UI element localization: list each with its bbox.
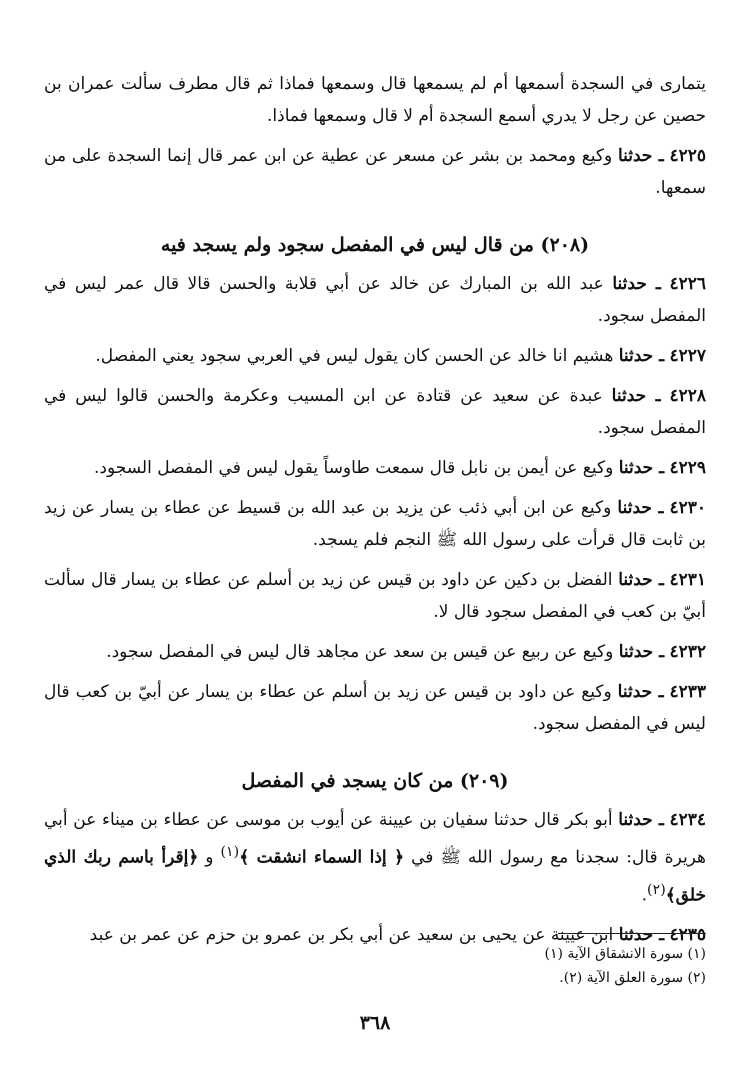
hadith-text: أبو بكر قال حدثنا سفيان بن عيينة عن أيوب بن موسى عن عطاء بن ميناء عن أبي هريرة قال: سجدنا مع رسول الله ﷺ في bbox=[44, 810, 707, 868]
footnote-divider bbox=[558, 933, 706, 934]
footnote-2: (٢) سورة العلق الآية (٢). bbox=[559, 970, 706, 986]
quran-quote-inshiqaq: ﴿ إذا السماء انشقت ﴾ bbox=[239, 847, 405, 868]
hadith-number: ٤٢٣١ bbox=[669, 570, 706, 590]
paragraph-text: يتمارى في السجدة أسمعها أم لم يسمعها قال وسمعها فماذا ثم قال مطرف سألت عمران بن حصين عن رجل لا يدري أسمع السجدة أم لا قال وسمعها فماذا. bbox=[44, 74, 706, 126]
section-heading-208: (٢٠٨) من قال ليس في المفصل سجود ولم يسجد فيه bbox=[160, 234, 590, 256]
hadith-text: وكيع عن ربيع عن قيس بن سعد عن مجاهد قال ليس في المفصل سجود. bbox=[106, 642, 614, 662]
footnote-1: (١) سورة الانشقاق الآية (١) bbox=[544, 946, 706, 962]
hadith-lead: ـ حدثنا bbox=[618, 458, 665, 478]
page-number: ٣٦٨ bbox=[359, 1012, 391, 1034]
footnote-ref-2: (٢) bbox=[647, 881, 666, 898]
hadith-number: ٤٢٣٠ bbox=[669, 498, 707, 518]
hadith-4233 bbox=[44, 676, 706, 740]
footnotes bbox=[544, 942, 706, 990]
hadith-text: وكيع عن أيمن بن نابل قال سمعت طاوساً يقول ليس في المفصل السجود. bbox=[94, 458, 614, 478]
hadith-4228 bbox=[44, 380, 706, 444]
hadith-lead: ـ حدثنا bbox=[618, 642, 665, 662]
paragraph-continuation bbox=[44, 0, 706, 132]
hadith-text: ابن عيينة عن يحيى بن سعيد عن أبي بكر بن عمرو بن حزم عن عمر بن عبد bbox=[89, 925, 614, 946]
hadith-number: ٤٢٢٥ bbox=[669, 146, 707, 166]
hadith-number: ٤٢٣٢ bbox=[669, 642, 706, 662]
hadith-text: عبد الله بن المبارك عن خالد عن أبي قلابة والحسن قالا قال عمر ليس في المفصل سجود. bbox=[44, 274, 706, 326]
hadith-lead: ـ حدثنا bbox=[617, 498, 664, 518]
footnote-ref-1: (١) bbox=[220, 844, 240, 860]
hadith-lead: ـ حدثنا bbox=[611, 386, 661, 406]
hadith-lead: ـ حدثنا bbox=[618, 346, 665, 366]
hadith-4231 bbox=[44, 564, 706, 628]
hadith-number: ٤٢٣٣ bbox=[669, 682, 706, 702]
hadith-number: ٤٢٢٦ bbox=[669, 274, 706, 294]
hadith-lead: ـ حدثنا bbox=[617, 682, 664, 702]
hadith-number: ٤٢٢٩ bbox=[669, 458, 706, 478]
hadith-number: ٤٢٣٤ bbox=[669, 810, 706, 830]
hadith-text: وكيع عن ابن أبي ذئب عن يزيد بن عبد الله بن قسيط عن عطاء بن يسار عن زيد بن ثابت قال قرأت على رسول الله ﷺ النجم فلم يسجد. bbox=[44, 498, 706, 550]
hadith-number: ٤٢٢٨ bbox=[669, 386, 706, 406]
section-heading-209: (٢٠٩) من كان يسجد في المفصل bbox=[241, 770, 509, 792]
hadith-number: ٤٢٢٧ bbox=[669, 346, 706, 366]
hadith-text: هشيم انا خالد عن الحسن كان يقول ليس في العربي سجود يعني المفصل. bbox=[95, 346, 614, 366]
hadith-lead: ـ حدثنا bbox=[618, 810, 664, 830]
hadith-lead: ـ حدثنا bbox=[617, 146, 664, 166]
hadith-4234 bbox=[44, 804, 706, 911]
hadith-text: الفضل بن دكين عن داود بن قيس عن زيد بن أسلم عن عطاء بن يسار قال سألت أبيّ بن كعب في المفصل سجود قال لا. bbox=[44, 570, 706, 622]
hadith-lead: ـ حدثنا bbox=[618, 925, 665, 946]
hadith-text: وكيع عن داود بن قيس عن زيد بن أسلم عن عطاء بن يسار عن أبيّ بن كعب قال ليس في المفصل سجود. bbox=[44, 682, 706, 734]
hadith-lead: ـ حدثنا bbox=[612, 274, 661, 294]
hadith-4232 bbox=[44, 636, 706, 668]
hadith-4230 bbox=[44, 492, 706, 556]
hadith-4227 bbox=[44, 340, 706, 372]
hadith-4225 bbox=[44, 140, 706, 204]
hadith-number: ٤٢٣٥ bbox=[669, 925, 706, 946]
hadith-text: عبدة عن سعيد عن قتادة عن ابن المسيب وعكرمة والحسن قالوا ليس في المفصل سجود. bbox=[44, 386, 706, 438]
quran-quote-alaq: ﴿إقرأ باسم ربك الذي خلق﴾ bbox=[44, 847, 706, 906]
conjunction-text: و bbox=[205, 847, 214, 868]
hadith-text: وكيع ومحمد بن بشر عن مسعر عن عطية عن ابن عمر قال إنما السجدة على من سمعها. bbox=[44, 146, 706, 198]
hadith-4226 bbox=[44, 268, 706, 332]
hadith-4229 bbox=[44, 452, 706, 484]
sentence-end: . bbox=[641, 885, 648, 906]
hadith-lead: ـ حدثنا bbox=[618, 570, 664, 590]
